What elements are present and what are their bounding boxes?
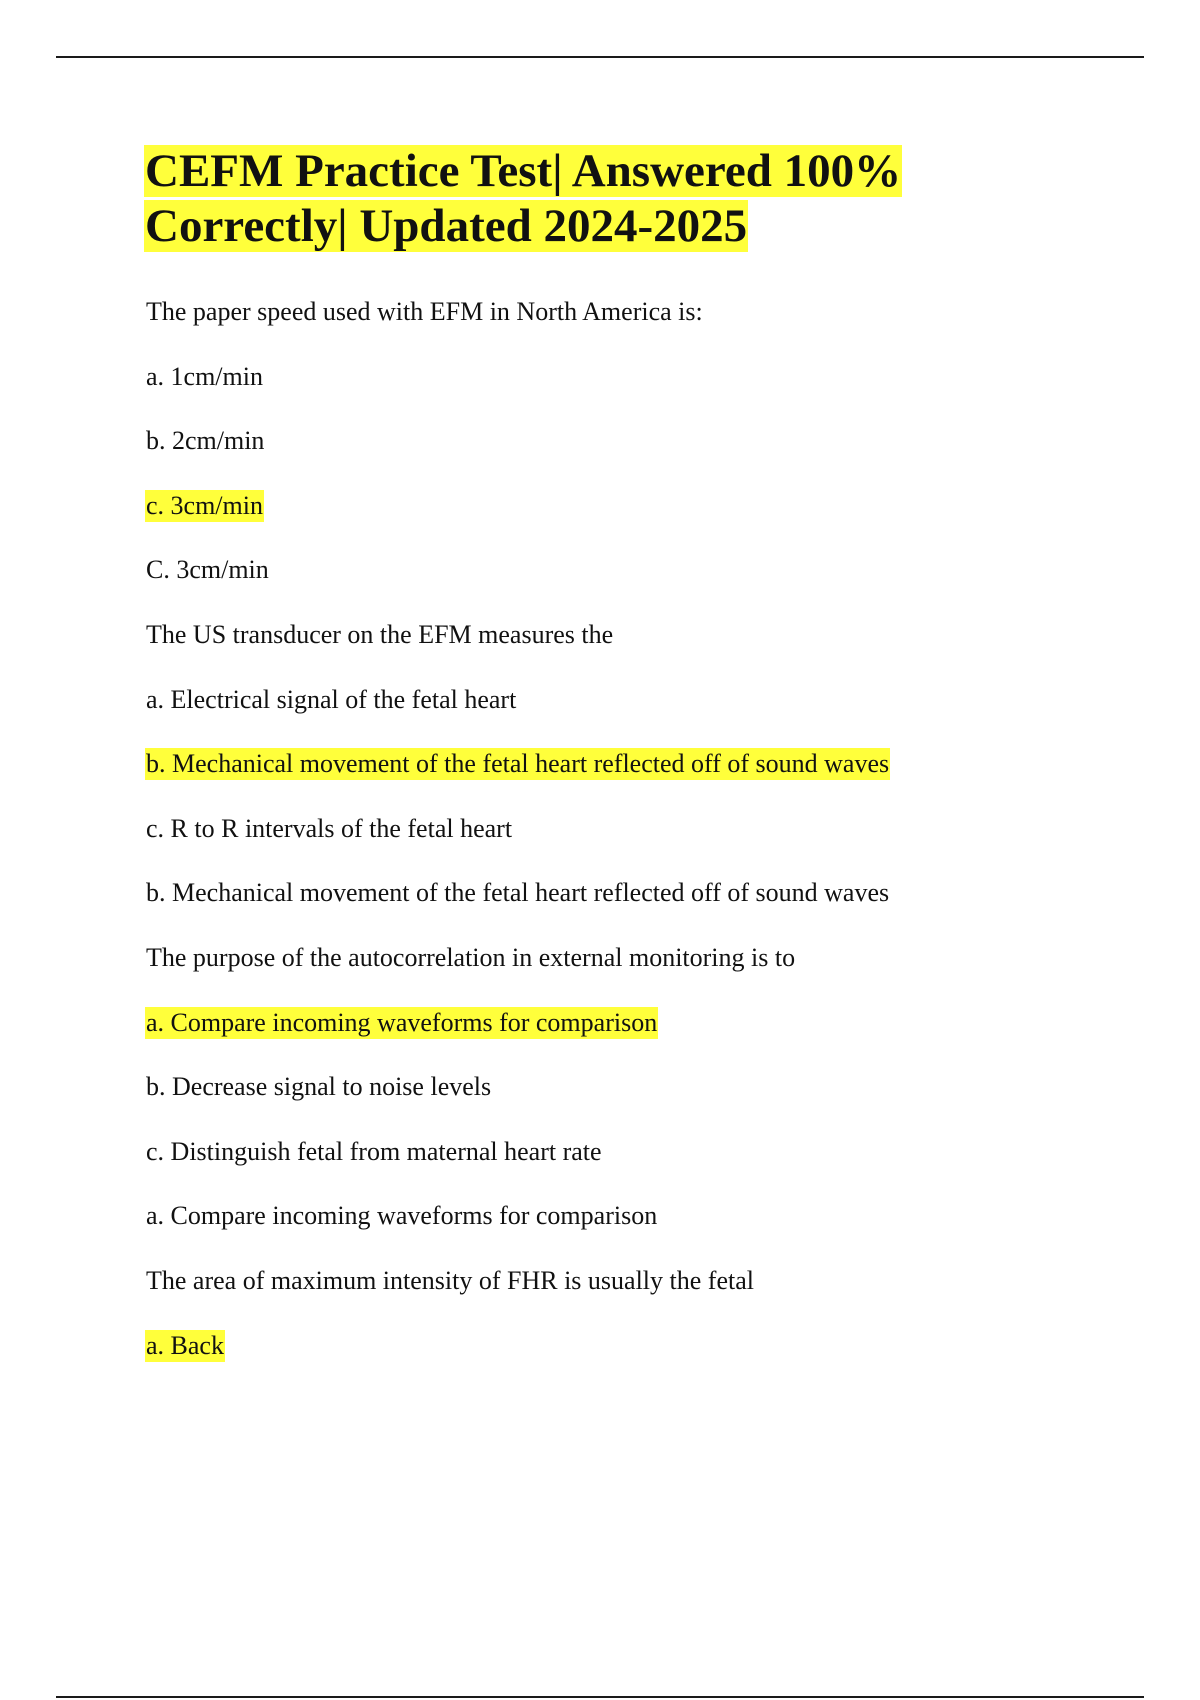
answer-option [145, 409, 890, 474]
answer-option [145, 1120, 890, 1185]
header-rule [56, 56, 1144, 58]
document-title-text: CEFM Practice Test| Answered 100% Correctly| Updated 2024-2025 [145, 145, 902, 252]
line-text: c. Distinguish fetal from maternal heart rate [146, 1136, 602, 1166]
line-text: The area of maximum intensity of FHR is usually the fetal [146, 1265, 754, 1295]
line-text: C. 3cm/min [146, 555, 269, 585]
question-list [145, 280, 890, 1378]
answer-option [145, 668, 890, 733]
line-text: The paper speed used with EFM in North America is: [146, 297, 703, 326]
question-text [145, 1249, 890, 1314]
question-text [145, 926, 890, 991]
footer-rule [56, 1696, 1144, 1698]
answer-option [145, 1055, 890, 1120]
highlighted-line-text: a. Compare incoming waveforms for comparison [146, 1007, 658, 1037]
line-text: The US transducer on the EFM measures the [146, 619, 614, 649]
answer-option [145, 1314, 890, 1379]
answer-text [145, 538, 890, 603]
line-text: The purpose of the autocorrelation in external monitoring is to [146, 942, 796, 972]
question-text [145, 280, 890, 345]
document-title [144, 144, 1044, 254]
answer-text [145, 1184, 890, 1249]
answer-text [145, 861, 890, 926]
answer-option [145, 797, 890, 862]
line-text: a. 1cm/min [146, 361, 263, 391]
line-text: b. Decrease signal to noise levels [146, 1072, 492, 1102]
highlighted-line-text: c. 3cm/min [146, 490, 263, 520]
highlighted-line-text: a. Back [146, 1330, 224, 1360]
answer-option [145, 474, 890, 539]
answer-option [145, 345, 890, 410]
line-text: b. Mechanical movement of the fetal heart reflected off of sound waves [146, 878, 890, 908]
line-text: a. Compare incoming waveforms for comparison [146, 1201, 658, 1231]
question-text [145, 603, 890, 668]
line-text: c. R to R intervals of the fetal heart [146, 813, 513, 843]
highlighted-line-text: b. Mechanical movement of the fetal heart reflected off of sound waves [146, 749, 890, 779]
line-text: b. 2cm/min [146, 426, 265, 456]
line-text: a. Electrical signal of the fetal heart [146, 684, 517, 714]
answer-option [145, 732, 890, 797]
answer-option [145, 991, 890, 1056]
